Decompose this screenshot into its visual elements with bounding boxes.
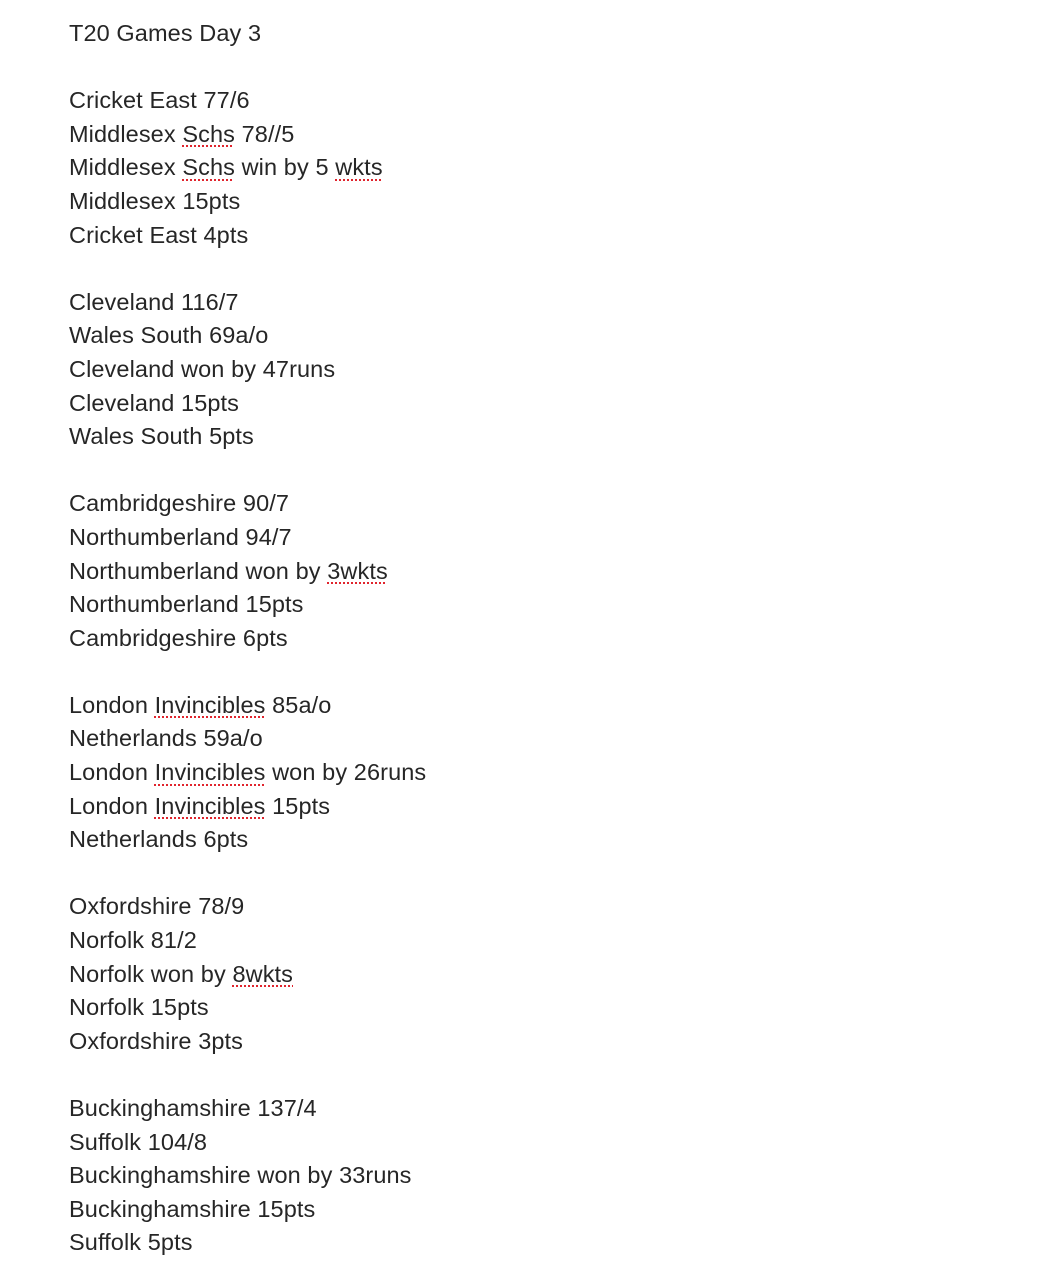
line-text: Middlesex (69, 154, 183, 181)
result-line (69, 387, 426, 421)
line-text: Cambridgeshire 90/7 (69, 490, 290, 517)
spellcheck-flagged-word[interactable]: Schs (182, 154, 235, 181)
result-line (69, 1159, 426, 1193)
result-line (69, 84, 426, 118)
line-text: Netherlands 59a/o (69, 725, 263, 752)
line-text: 15pts (265, 792, 331, 819)
line-text: Cleveland 116/7 (69, 288, 239, 315)
line-text: Norfolk 15pts (69, 994, 209, 1021)
line-text: Netherlands 6pts (69, 826, 249, 853)
result-line (69, 991, 426, 1025)
blank-line (69, 857, 426, 891)
line-text: London (69, 759, 155, 786)
match-block (69, 487, 426, 655)
result-line (69, 756, 426, 790)
line-text: Cambridgeshire 6pts (69, 624, 288, 651)
result-line (69, 185, 426, 219)
result-line (69, 722, 426, 756)
blank-line (69, 1058, 426, 1092)
line-text: Northumberland 15pts (69, 591, 304, 618)
result-line (69, 823, 426, 857)
line-text: Norfolk 81/2 (69, 927, 197, 954)
result-line (69, 353, 426, 387)
spellcheck-flagged-word[interactable]: Schs (182, 120, 235, 147)
line-text: Buckinghamshire 137/4 (69, 1095, 317, 1121)
result-line (69, 420, 426, 454)
spellcheck-flagged-word[interactable]: wkts (335, 154, 383, 181)
result-line (69, 790, 426, 824)
line-text: London (69, 792, 155, 819)
line-text: Oxfordshire 3pts (69, 1027, 244, 1054)
result-line (69, 924, 426, 958)
blank-line (69, 252, 426, 286)
match-results-list (69, 51, 426, 1260)
line-text: Wales South 5pts (69, 423, 254, 450)
result-line (69, 1092, 426, 1126)
line-text: 85a/o (265, 691, 332, 718)
line-text: Cricket East 77/6 (69, 87, 250, 114)
line-text: Middlesex (69, 120, 183, 147)
result-line (69, 219, 426, 253)
result-line (69, 958, 426, 992)
match-block (69, 890, 426, 1058)
line-text: 78//5 (234, 120, 295, 147)
line-text: Buckinghamshire 15pts (69, 1195, 316, 1222)
result-line (69, 1025, 426, 1059)
spellcheck-flagged-word[interactable]: Invincibles (154, 759, 266, 786)
line-text: London (69, 691, 155, 718)
match-block (69, 689, 426, 857)
line-text: Cleveland won by 47runs (69, 355, 336, 382)
result-line (69, 319, 426, 353)
result-line (69, 622, 426, 656)
result-line (69, 286, 426, 320)
result-line (69, 890, 426, 924)
match-block (69, 1092, 426, 1260)
line-text: won by 26runs (265, 759, 427, 786)
blank-line (69, 51, 426, 85)
result-line (69, 487, 426, 521)
line-text: Middlesex 15pts (69, 187, 241, 214)
result-line (69, 521, 426, 555)
result-line (69, 689, 426, 723)
spellcheck-flagged-word[interactable]: 3wkts (327, 557, 388, 584)
result-line (69, 118, 426, 152)
spellcheck-flagged-word[interactable]: Invincibles (154, 792, 266, 819)
line-text: Wales South 69a/o (69, 322, 269, 349)
match-block (69, 84, 426, 252)
result-line (69, 1193, 426, 1227)
line-text: Cricket East 4pts (69, 221, 249, 248)
blank-line (69, 454, 426, 488)
line-text: Buckinghamshire won by 33runs (69, 1162, 412, 1189)
result-line (69, 588, 426, 622)
document-title: T20 Games Day 3 (69, 20, 262, 46)
line-text: Northumberland won by (69, 557, 328, 584)
line-text: Northumberland 94/7 (69, 523, 292, 550)
line-text: Oxfordshire 78/9 (69, 893, 245, 920)
document-body[interactable] (69, 17, 426, 1260)
result-line (69, 555, 426, 589)
spellcheck-flagged-word[interactable]: Invincibles (154, 691, 266, 718)
line-text: Norfolk won by (69, 960, 233, 987)
result-line (69, 1226, 426, 1260)
line-text: Suffolk 104/8 (69, 1128, 208, 1155)
spellcheck-flagged-word[interactable]: 8wkts (232, 960, 294, 987)
line-text: Suffolk 5pts (69, 1229, 193, 1256)
result-line (69, 151, 426, 185)
match-block (69, 286, 426, 454)
result-line (69, 1126, 426, 1160)
line-text: win by 5 (234, 154, 336, 181)
blank-line (69, 655, 426, 689)
line-text: Cleveland 15pts (69, 389, 240, 416)
